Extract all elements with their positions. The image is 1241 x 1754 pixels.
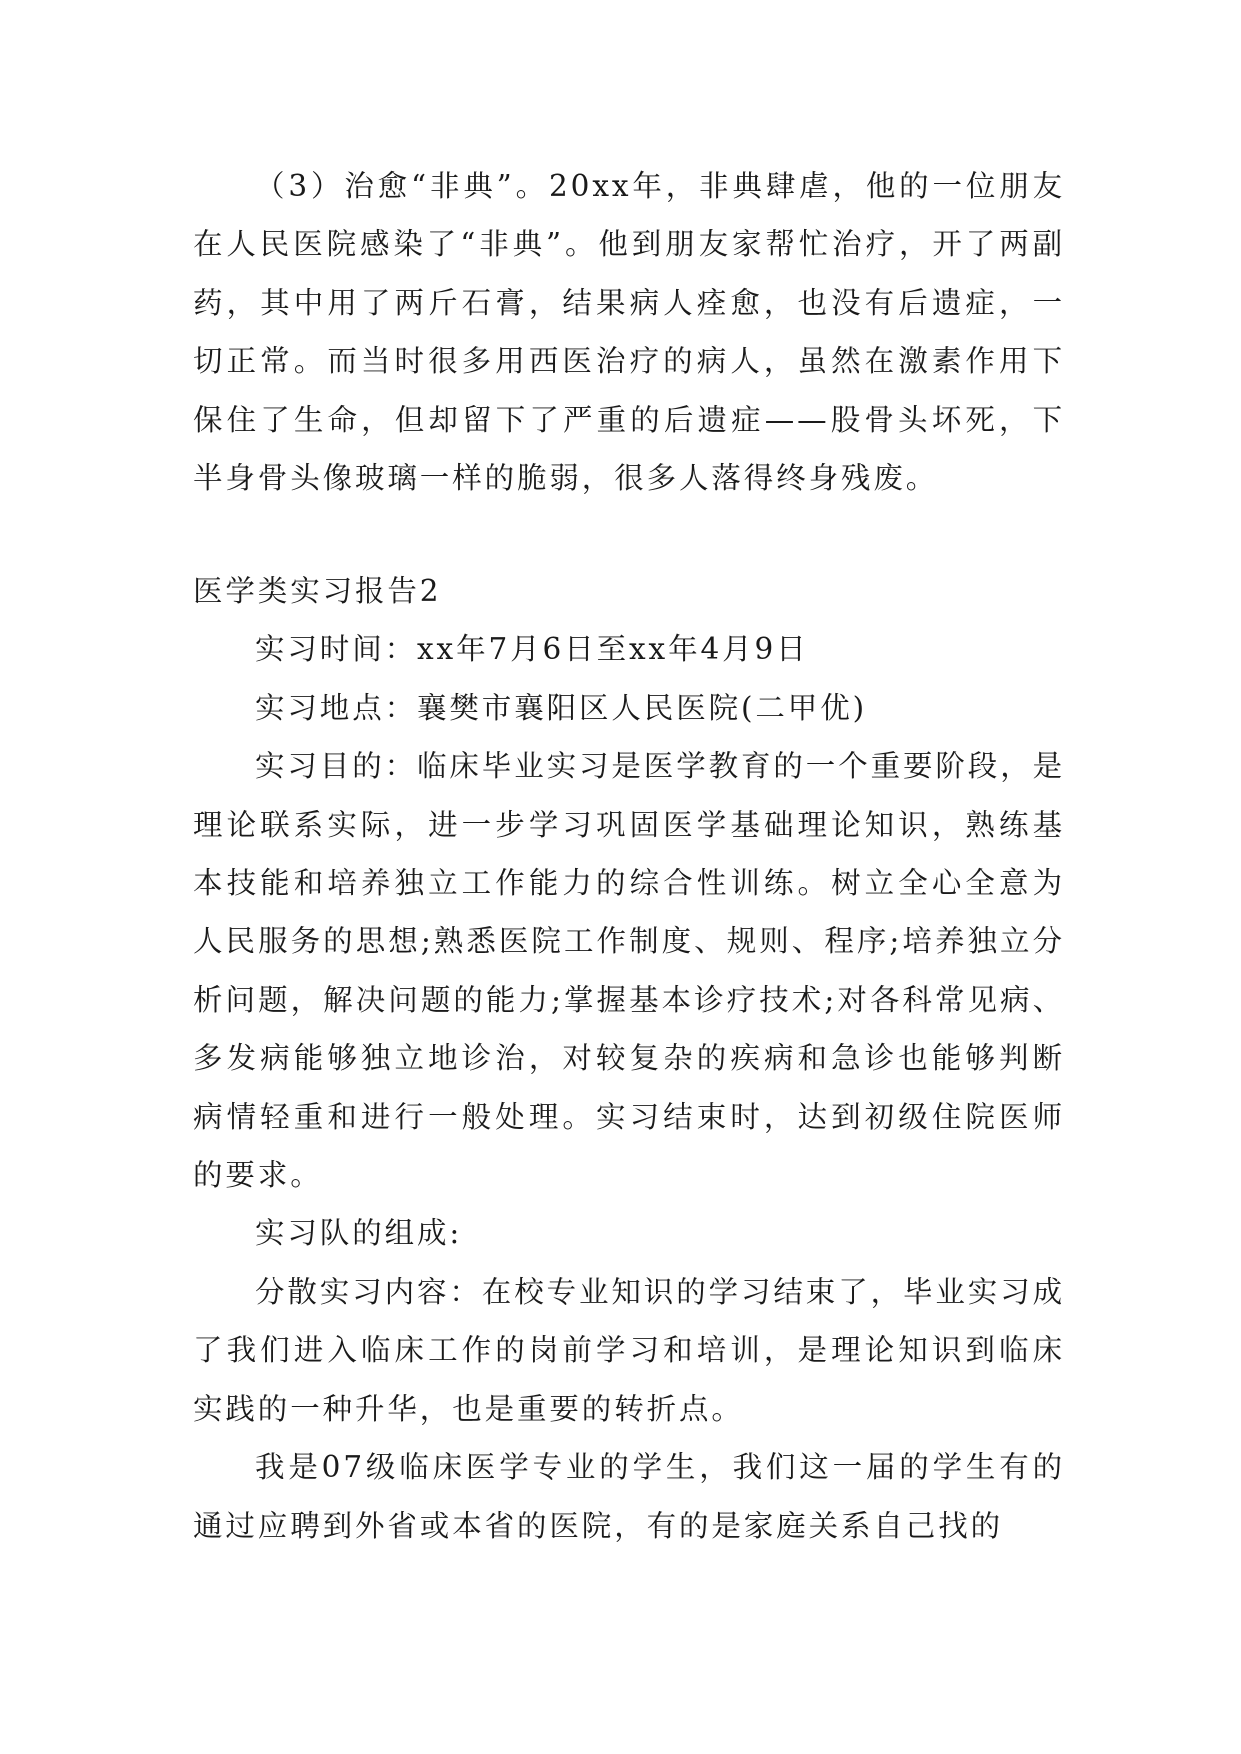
paragraph-sars-treatment: （3）治愈“非典”。20xx年，非典肆虐，他的一位朋友在人民医院感染了“非典”。他到朋友家帮忙治疗，开了两副药，其中用了两斤石膏，结果病人痊愈，也没有后遗症，一切正常。而当时很多用西医治疗的病人，虽然在激素作用下保住了生命，但却留下了严重的后遗症——股骨头坏死，下半身骨头像玻璃一样的脆弱，很多人落得终身残废。 (193, 169, 1065, 496)
paragraph-internship-location: 实习地点：襄樊市襄阳区人民医院(二甲优) (255, 690, 868, 725)
paragraph-student-intro: 我是07级临床医学专业的学生，我们这一届的学生有的通过应聘到外省或本省的医院，有的是家庭关系自己找的 (193, 1450, 1065, 1543)
internship-report-section (193, 562, 1065, 1555)
section-title: 医学类实习报告2 (193, 574, 442, 608)
paragraph-internship-time: 实习时间：xx年7月6日至xx年4月9日 (255, 632, 809, 667)
paragraph-dispersed-internship: 分散实习内容：在校专业知识的学习结束了，毕业实习成了我们进入临床工作的岗前学习和培训，是理论知识到临床实践的一种升华，也是重要的转折点。 (193, 1274, 1066, 1426)
paragraph-internship-purpose: 实习目的：临床毕业实习是医学教育的一个重要阶段，是理论联系实际，进一步学习巩固医学基础理论知识，熟练基本技能和培养独立工作能力的综合性训练。树立全心全意为人民服务的思想;熟悉医院工作制度、规则、程序;培养独立分析问题，解决问题的能力;掌握基本诊疗技术;对各科常见病、多发病能够独立地诊治，对较复杂的疾病和急诊也能够判断病情轻重和进行一般处理。实习结束时，达到初级住院医师的要求。 (193, 749, 1066, 1193)
previous-section-body (193, 157, 1065, 507)
paragraph-team-composition: 实习队的组成: (255, 1216, 463, 1251)
